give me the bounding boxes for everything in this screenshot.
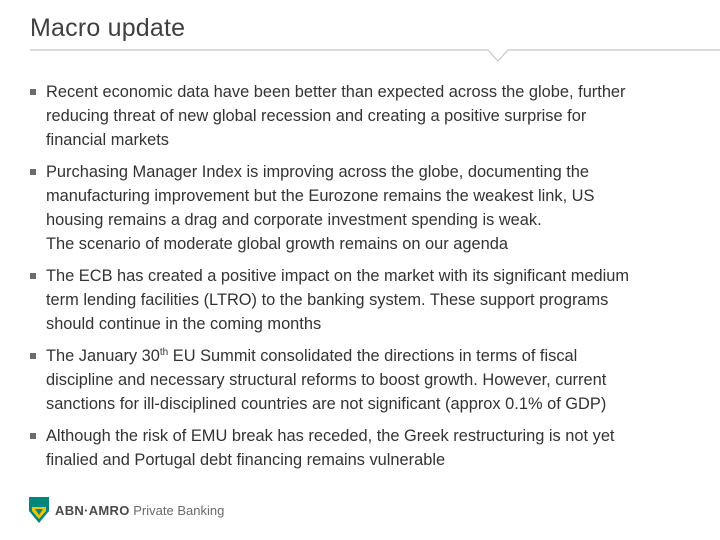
page-title: Macro update [30,14,186,42]
bullet-line: finalied and Portugal debt financing remains vulnerable [46,451,446,469]
bullet-line: The scenario of moderate global growth remains on our agenda [46,235,508,253]
bullet-line: term lending facilities (LTRO) to the banking system. These support programs [46,291,609,309]
bullet-item [29,80,699,152]
bullet-text: EU Summit consolidated the directions in terms of fiscal [168,347,578,365]
bullet-line: should continue in the coming months [46,315,322,333]
bullet-line: manufacturing improvement but the Eurozone remains the weakest link, US [46,187,595,205]
bullet-line: sanctions for ill-disciplined countries are not significant (approx 0.1% of GDP) [46,395,607,413]
bullet-line: Recent economic data have been better than expected across the globe, further [46,83,626,101]
bullet-line: discipline and necessary structural reforms to boost growth. However, current [46,371,607,389]
bullet-line [46,344,699,368]
bullet-line: financial markets [46,131,169,149]
bullet-item [29,160,699,256]
logo-brand: ABN·AMRO [55,502,130,518]
bullet-marker [30,273,36,279]
bullet-marker [30,89,36,95]
bullet-item [29,264,699,336]
bullet-item [29,344,699,416]
bullet-item [29,424,699,472]
bullet-text: The January 30 [46,347,160,365]
bullet-line: Purchasing Manager Index is improving across the globe, documenting the [46,163,590,181]
title-divider [0,0,720,80]
bullet-marker [30,169,36,175]
bullet-line: The ECB has created a positive impact on the market with its significant medium [46,267,630,285]
bullet-list [29,80,699,480]
bullet-line: housing remains a drag and corporate investment spending is weak. [46,211,542,229]
bullet-line: Although the risk of EMU break has receded, the Greek restructuring is not yet [46,427,615,445]
bullet-line: reducing threat of new global recession and creating a positive surprise for [46,107,587,125]
bullet-marker [30,353,36,359]
shield-logo-icon [29,497,49,523]
logo-subtitle: Private Banking [133,502,225,518]
abn-amro-logo [29,497,224,523]
logo-wordmark [55,503,224,518]
ordinal-suffix: th [159,347,169,358]
bullet-marker [30,433,36,439]
